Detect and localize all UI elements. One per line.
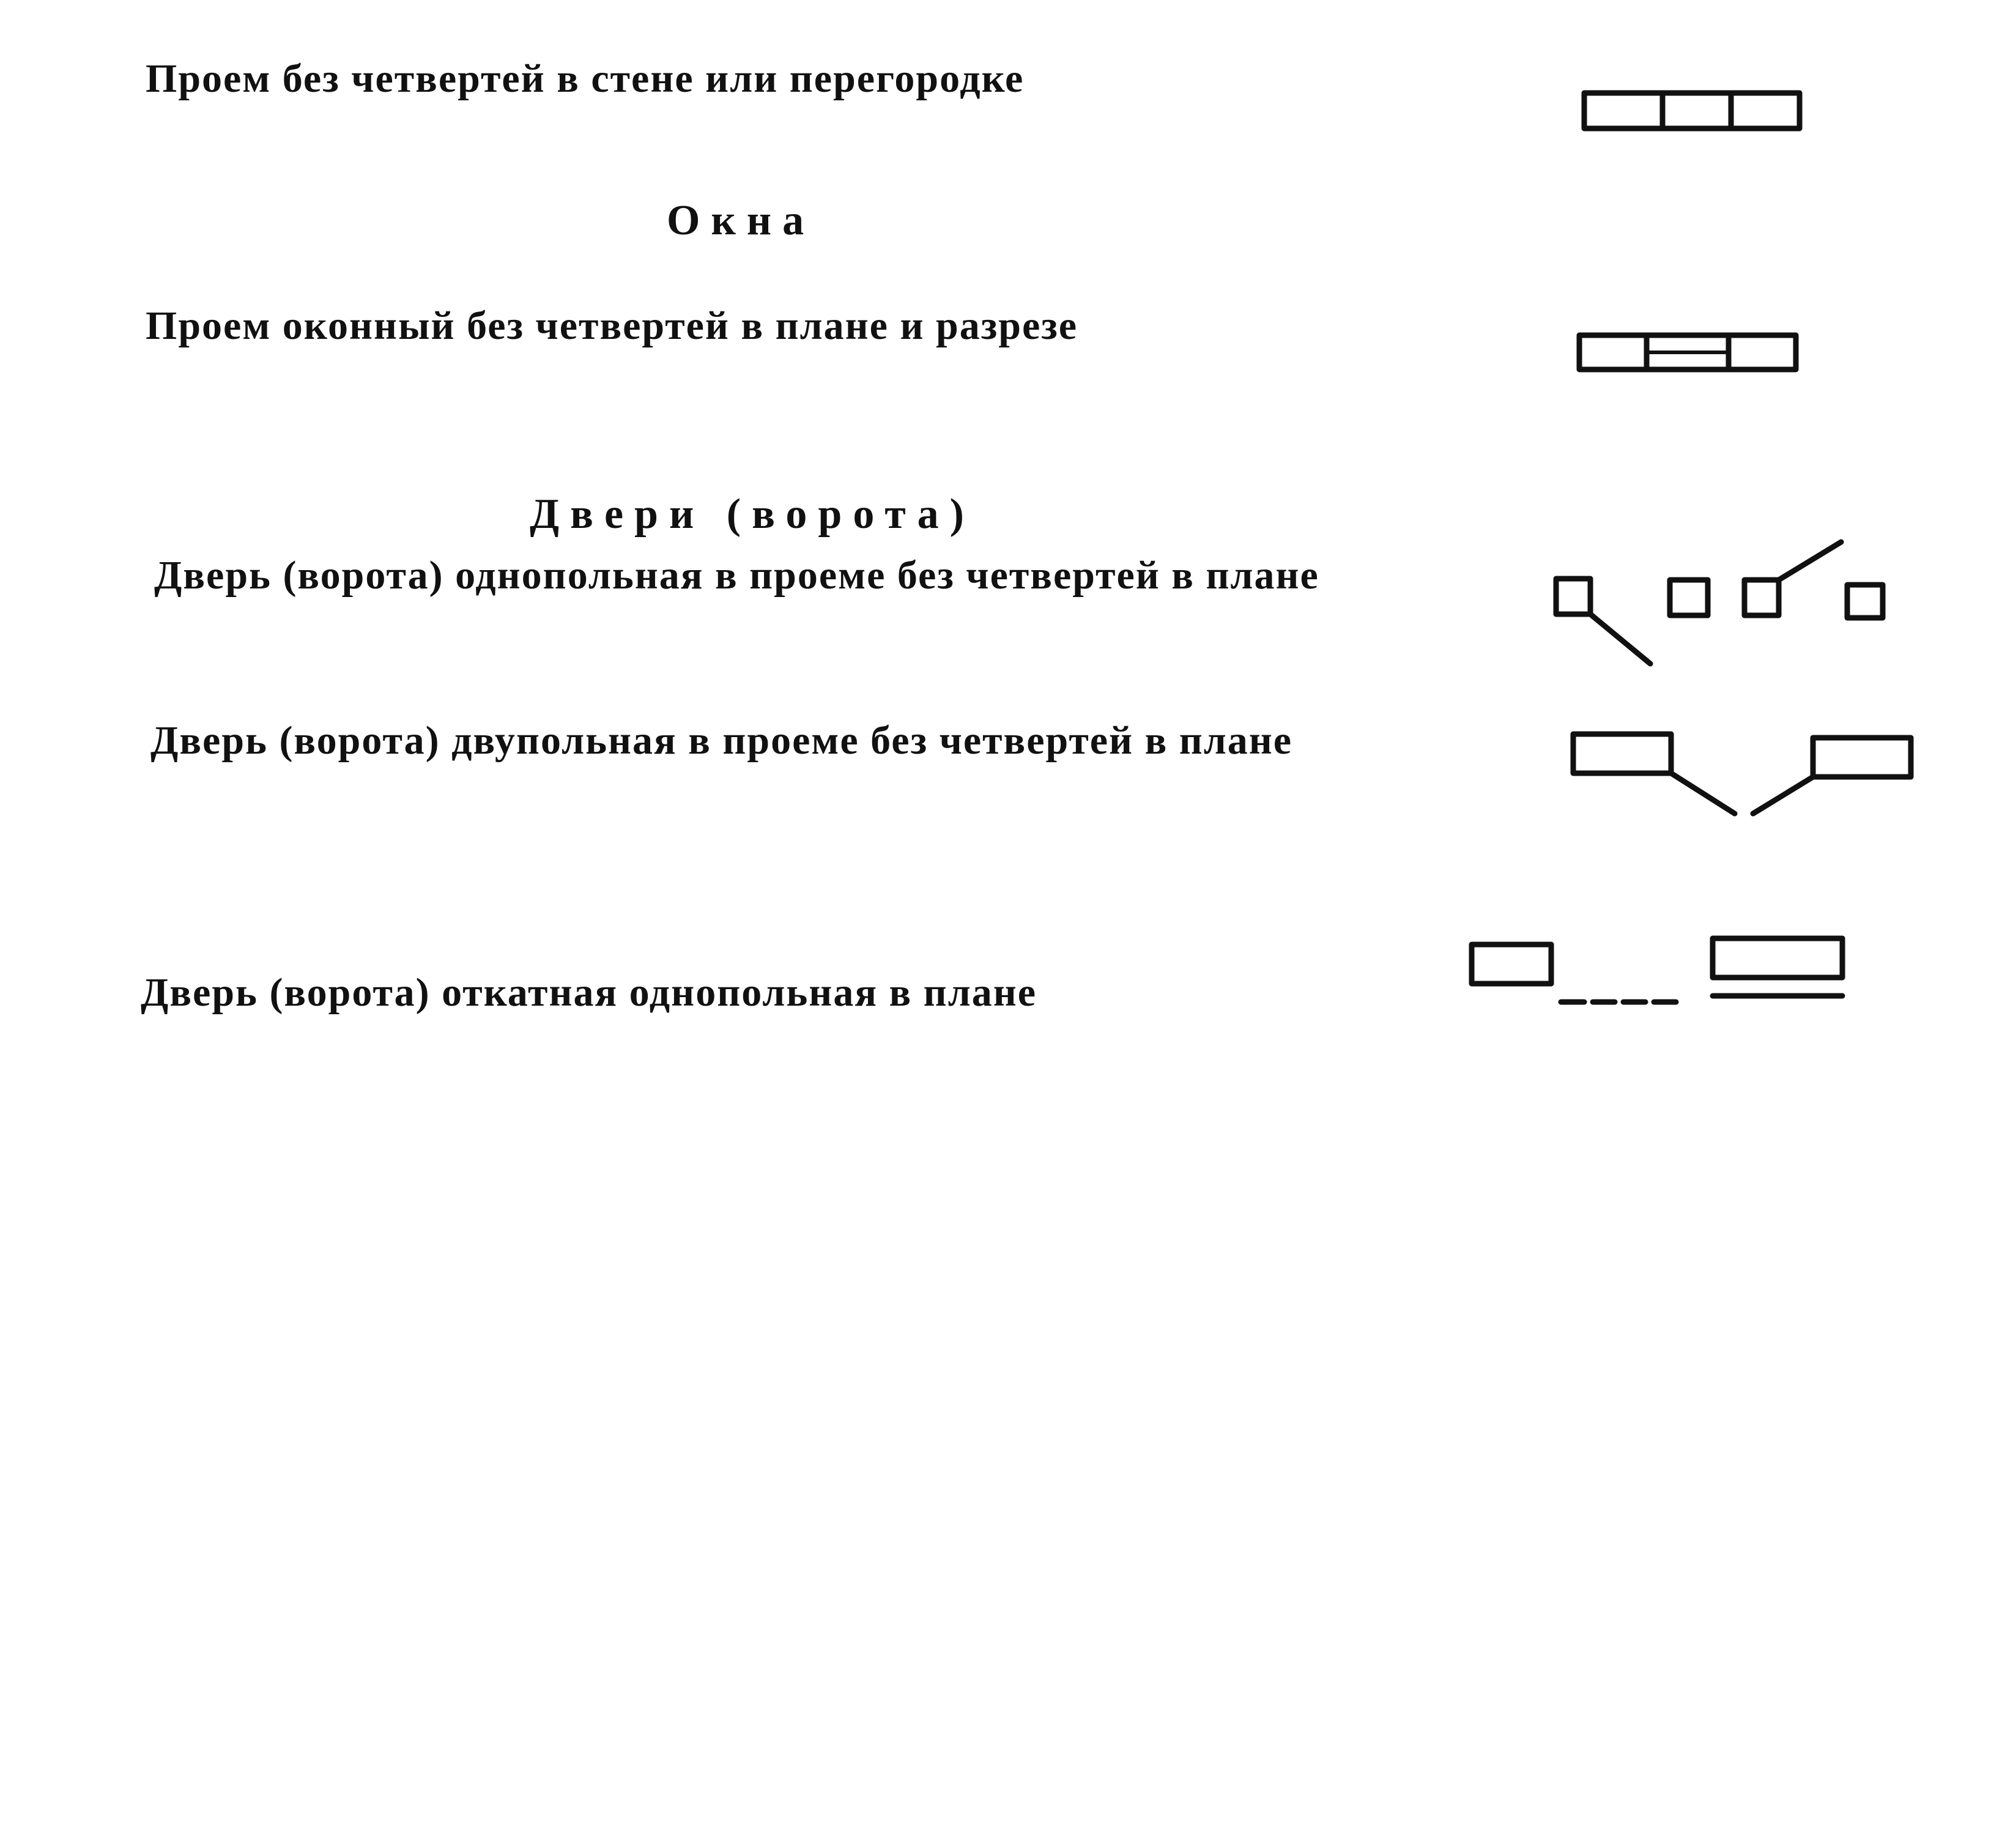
double-door-leaf-left xyxy=(1671,773,1735,814)
door-jamb xyxy=(1847,585,1883,618)
window-wall-right xyxy=(1729,335,1796,369)
door-leaf xyxy=(1779,542,1841,580)
heading-windows: Окна xyxy=(667,197,815,244)
caption-double-leaf-door: Дверь (ворота) двупольная в проеме без четвертей в плане xyxy=(150,718,1293,763)
window-wall-left xyxy=(1579,335,1647,369)
caption-single-leaf-door: Дверь (ворота) однопольная в проеме без четвертей в плане xyxy=(154,553,1319,598)
caption-sliding-door: Дверь (ворота) откатная однопольная в плане xyxy=(141,970,1037,1015)
opening-no-rebate-symbol xyxy=(1566,80,1811,147)
heading-doors: Двери (ворота) xyxy=(530,491,975,538)
sliding-door-jamb-right xyxy=(1713,938,1842,978)
wall-right-section xyxy=(1731,93,1800,128)
double-door-leaf-right xyxy=(1753,777,1813,814)
window-opening-symbol xyxy=(1566,318,1811,385)
caption-window-opening: Проем оконный без четвертей в плане и разрезе xyxy=(146,303,1078,348)
sliding-door-symbol xyxy=(1462,924,1866,1028)
door-jamb xyxy=(1670,580,1708,615)
single-leaf-door-symbol xyxy=(1548,532,1915,679)
double-leaf-door-symbol xyxy=(1566,722,1933,826)
double-door-jamb-left xyxy=(1573,734,1671,773)
double-door-jamb-right xyxy=(1813,738,1911,777)
door-leaf xyxy=(1590,614,1650,664)
door-jamb xyxy=(1556,579,1590,614)
door-jamb xyxy=(1744,580,1779,615)
sliding-door-jamb-left xyxy=(1472,944,1551,984)
caption-opening-no-rebate: Проем без четвертей в стене или перегородке xyxy=(146,56,1025,101)
wall-left-section xyxy=(1584,93,1663,128)
